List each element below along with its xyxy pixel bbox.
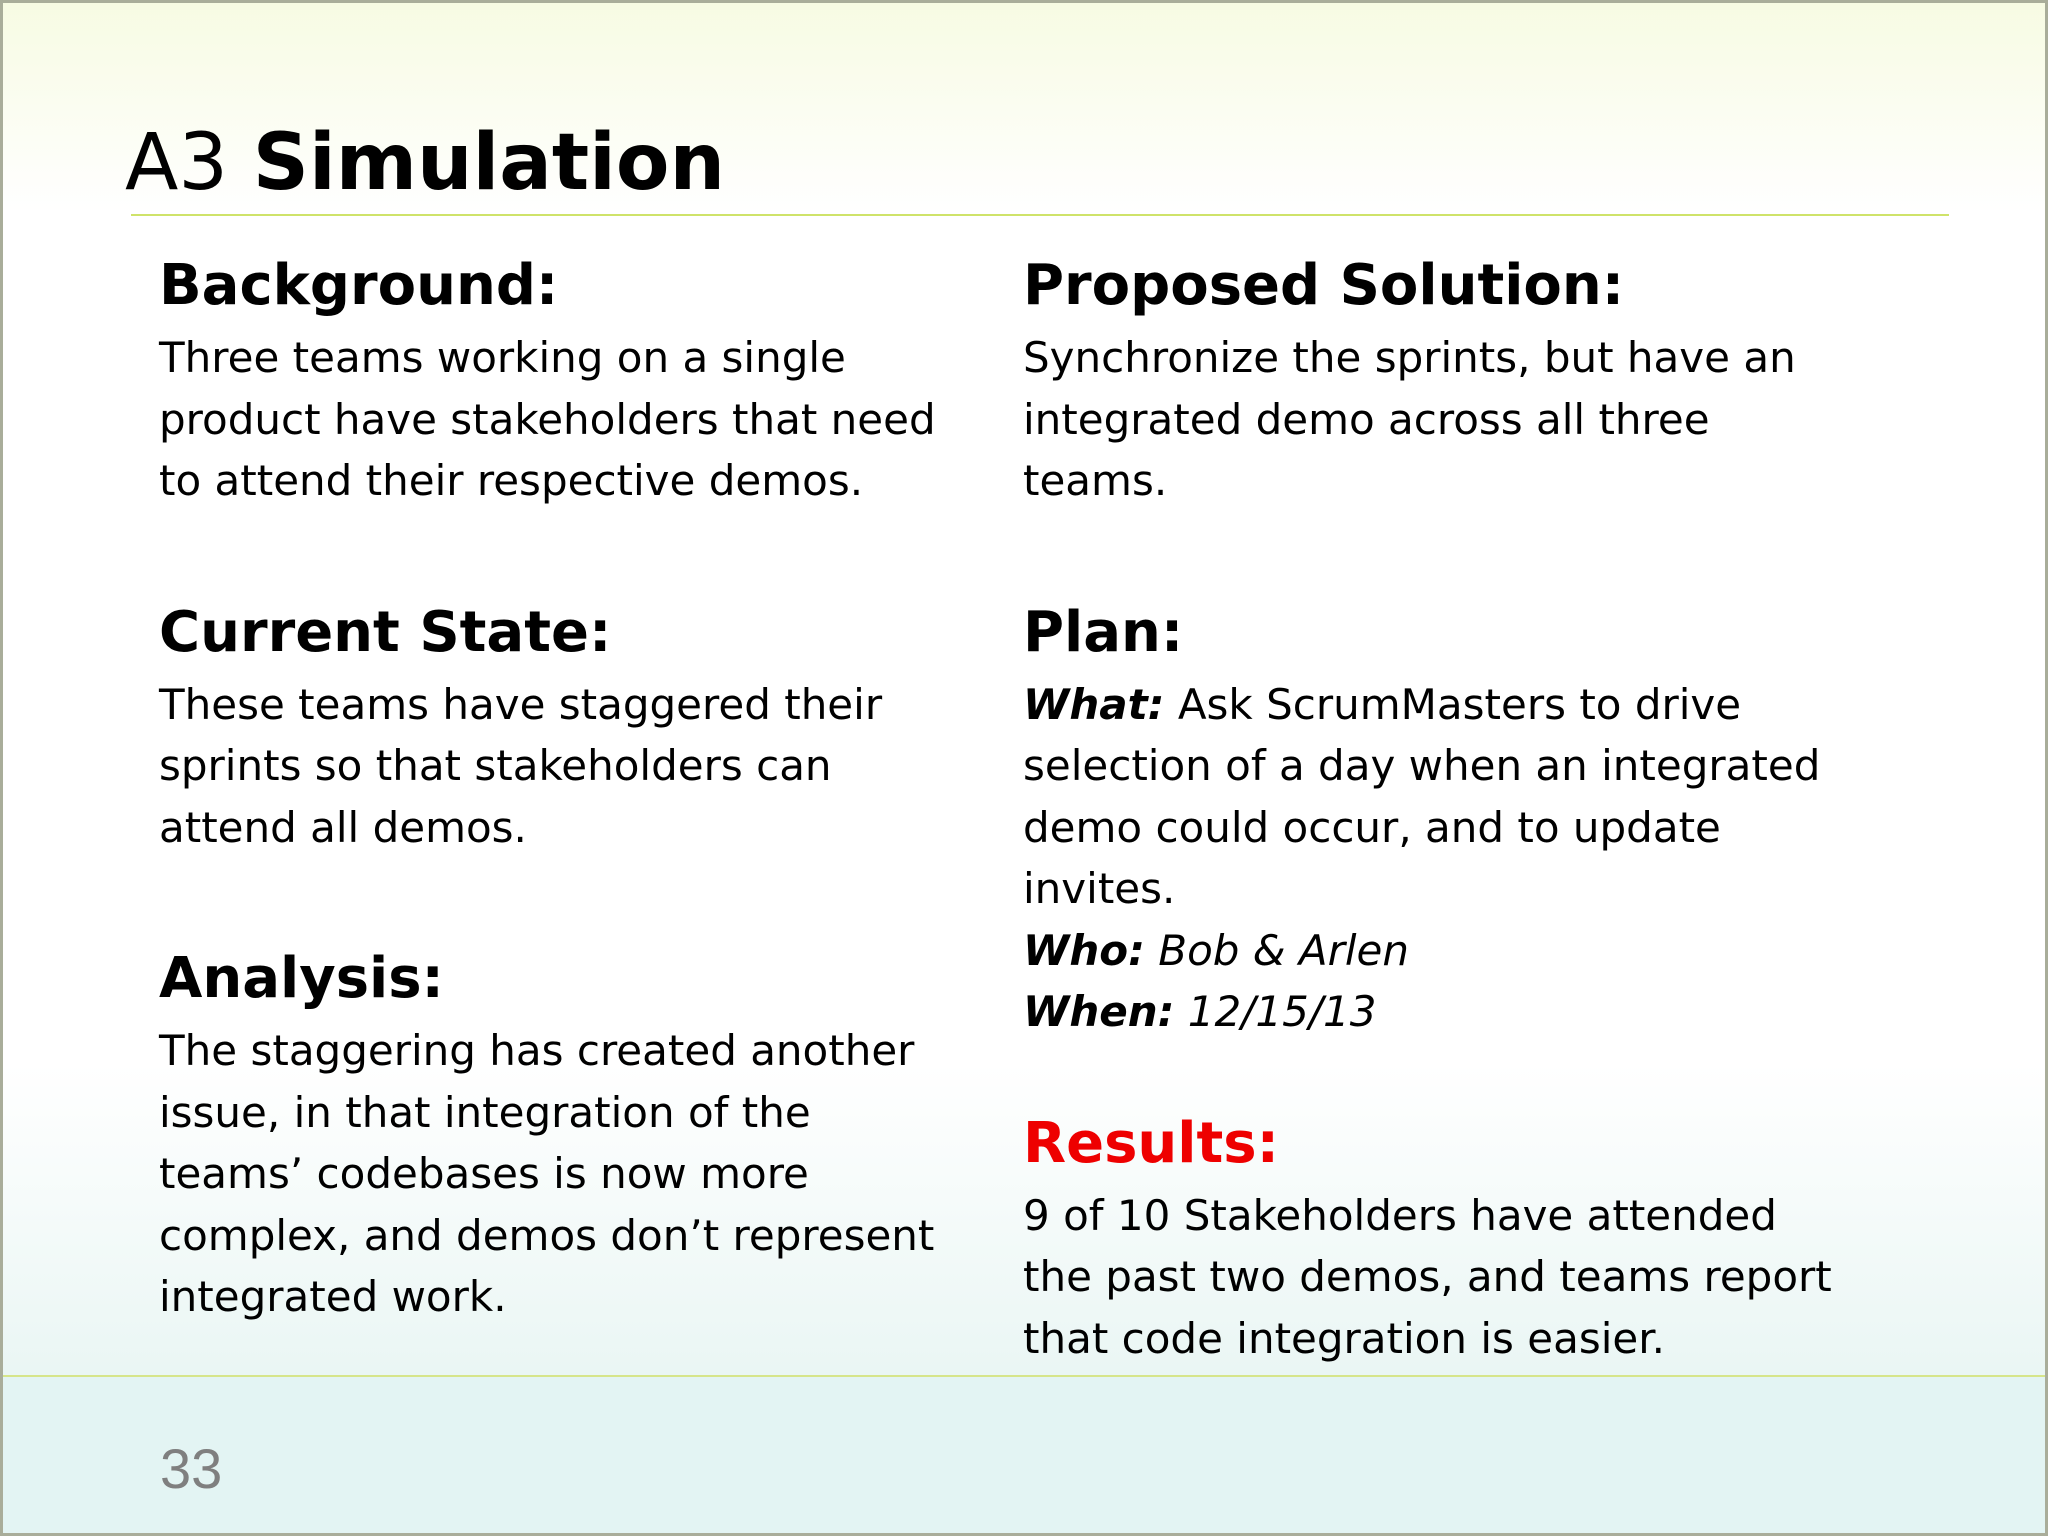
plan-when: [1023, 981, 1843, 1043]
section-gap: [159, 858, 959, 938]
current-state-text: These teams have staggered their sprints so that stakeholders can attend all demos.: [159, 679, 883, 852]
plan-when-label: When:: [1023, 987, 1175, 1036]
plan-who: [1023, 920, 1843, 982]
footer-band: [3, 1375, 2045, 1536]
plan-who-label: Who:: [1023, 925, 1145, 975]
current-state-section: [159, 592, 959, 859]
background-section: [159, 245, 959, 512]
proposed-solution-text: Synchronize the sprints, but have an integrated demo across all three teams.: [1023, 333, 1796, 505]
section-gap: [1023, 512, 1843, 592]
background-heading: Background:: [159, 253, 559, 318]
plan-section: [1023, 592, 1843, 1043]
title-divider: [131, 214, 1949, 216]
proposed-solution-section: [1023, 245, 1843, 512]
current-state-heading: Current State:: [159, 599, 612, 665]
plan-what: [1023, 674, 1843, 920]
analysis-section: [159, 938, 959, 1328]
plan-heading: Plan:: [1023, 599, 1184, 665]
results-section: [1023, 1103, 1843, 1370]
slide-title: [125, 109, 725, 217]
right-column: [1023, 245, 1843, 1369]
section-gap: [1023, 1043, 1843, 1103]
plan-what-label: What:: [1023, 679, 1165, 729]
results-heading: Results:: [1023, 1110, 1279, 1176]
section-gap: [159, 512, 959, 592]
page-number: 33: [160, 1437, 223, 1500]
left-column: [159, 245, 959, 1328]
proposed-solution-heading: Proposed Solution:: [1023, 253, 1625, 318]
analysis-heading: Analysis:: [159, 946, 444, 1011]
plan-what-text: Ask ScrumMasters to drive selection of a day when an integrated demo could occur, and to update invites.: [1023, 679, 1821, 913]
plan-when-text: 12/15/13: [1187, 987, 1377, 1036]
slide-title-bold: Simulation: [252, 118, 726, 208]
background-text: Three teams working on a single product have stakeholders that need to attend their respective demos.: [159, 333, 936, 505]
plan-who-text: Bob & Arlen: [1158, 925, 1409, 975]
analysis-text: The staggering has created another issue, in that integration of the teams’ codebases is now more complex, and demos don’t represent integrated work.: [159, 1026, 935, 1321]
slide-title-light: A3: [125, 118, 228, 208]
results-text: 9 of 10 Stakeholders have attended the past two demos, and teams report that code integration is easier.: [1023, 1190, 1832, 1363]
